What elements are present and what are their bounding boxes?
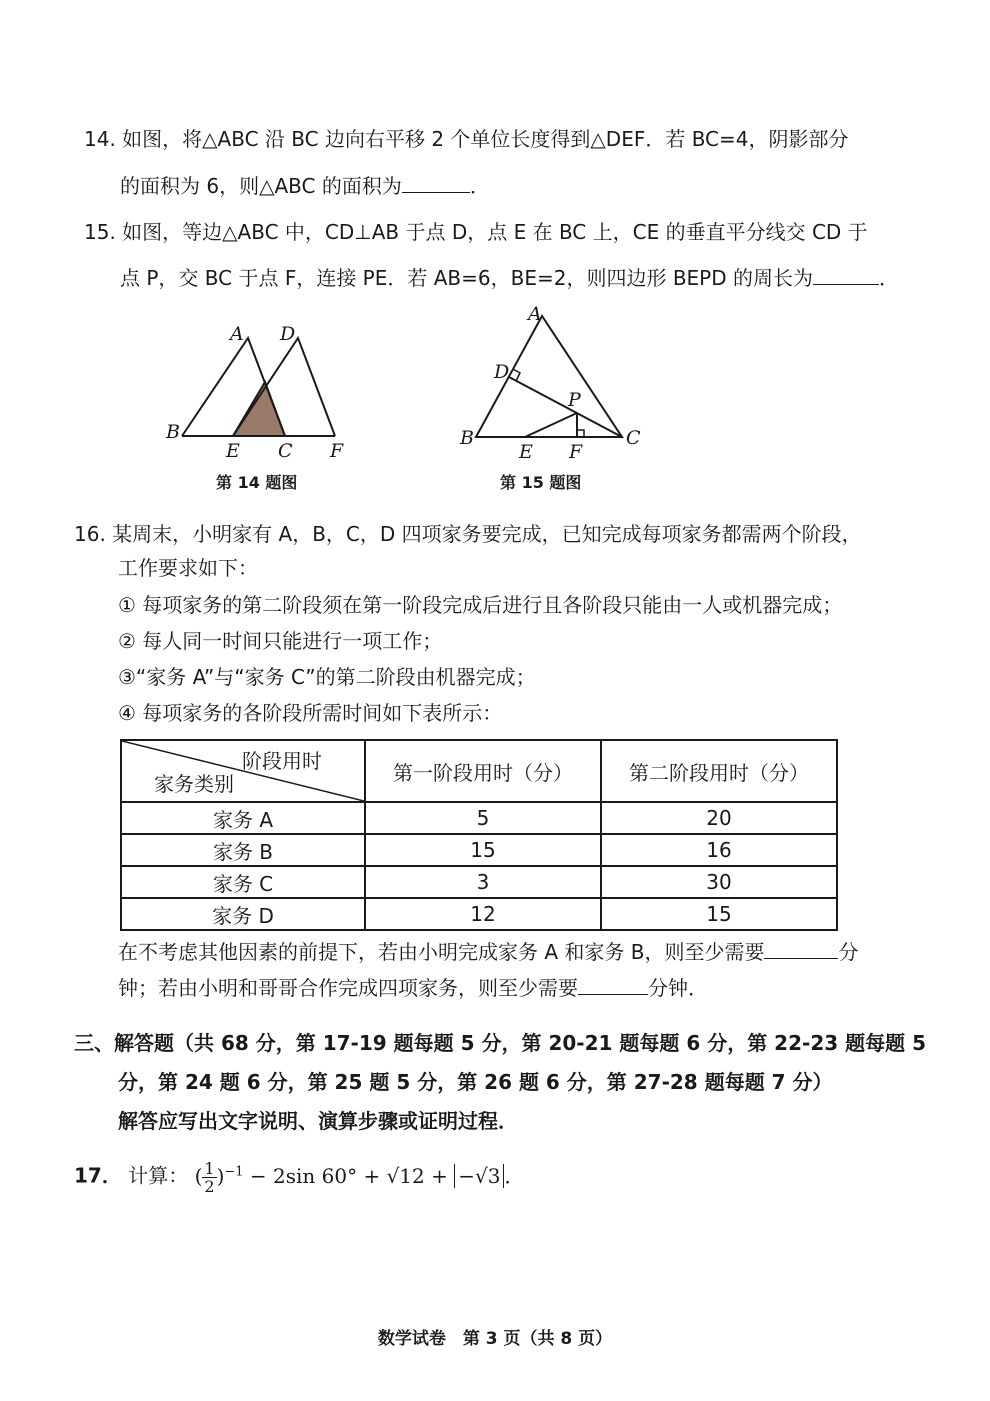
q14-line2 (120, 174, 490, 198)
q16-rule-4: ④ 每项家务的各阶段所需时间如下表所示： (118, 701, 503, 725)
q16-after-text-1: 在不考虑其他因素的前提下，若由小明完成家务 A 和家务 B，则至少需要 (118, 940, 765, 964)
right-angle-f (577, 430, 584, 437)
label-a: A (528, 303, 542, 325)
q16-number: 16. (74, 522, 106, 546)
q16-answer-blank-1 (764, 940, 838, 959)
q16-text-2: 工作要求如下： (118, 556, 258, 580)
row-second: 20 (601, 802, 837, 834)
page-footer: 数学试卷 第 3 页（共 8 页） (377, 1329, 613, 1349)
row-first: 12 (365, 898, 601, 930)
col-header-second-stage: 第二阶段用时（分） (601, 740, 837, 802)
q17-line (74, 1152, 524, 1196)
table-row (121, 866, 837, 898)
q16-rule-2: ② 每人同一时间只能进行一项工作； (118, 629, 443, 653)
table-row (121, 834, 837, 866)
row-first: 15 (365, 834, 601, 866)
task-time-table (120, 739, 838, 931)
figure-14-caption: 第 14 题图 (216, 473, 298, 492)
row-name: 家务 C (121, 866, 365, 898)
row-second: 15 (601, 898, 837, 930)
label-f: F (330, 440, 344, 460)
corner-bottom-label: 家务类别 (154, 772, 234, 796)
shaded-region (233, 382, 285, 436)
figure-15 (456, 302, 656, 464)
table-row (121, 802, 837, 834)
q14-number: 14. (84, 127, 116, 151)
q14-line1 (84, 127, 849, 151)
row-first: 5 (365, 802, 601, 834)
q17-exponent: −1 (224, 1164, 244, 1179)
q17-label: 计算： (128, 1163, 189, 1188)
q17-end: ． (504, 1163, 525, 1188)
q17-abs (454, 1164, 504, 1188)
q17-fraction-denominator: 2 (204, 1176, 215, 1196)
label-a: A (230, 323, 244, 345)
q17-expression: ( $\frac{1}{2}$ )$^{-1}$ − 2sin 60° + √12 + −√3 ． (194, 1158, 525, 1196)
q16-after-text-2-end: 分钟． (648, 976, 708, 1000)
label-e: E (226, 440, 240, 460)
q16-line1 (74, 522, 862, 546)
label-b: B (460, 427, 474, 449)
q17-number: 17． (74, 1163, 122, 1188)
q17-fraction-numerator: 1 (204, 1158, 215, 1178)
q17-fraction (202, 1160, 216, 1195)
table-header-row (121, 740, 837, 802)
row-second: 30 (601, 866, 837, 898)
q15-answer-blank (813, 266, 879, 285)
label-f: F (569, 441, 583, 463)
segment-pe (525, 413, 577, 437)
q16-after-text-2: 钟；若由小明和哥哥合作完成四项家务，则至少需要 (118, 976, 578, 1000)
label-b: B (166, 421, 180, 443)
table-corner-cell (121, 740, 365, 802)
q16-after-line2 (118, 976, 708, 1000)
figure-15-caption: 第 15 题图 (500, 473, 582, 492)
q14-answer-blank (402, 174, 470, 193)
table-row (121, 898, 837, 930)
q15-line1 (84, 220, 868, 244)
q15-text-1: 如图，等边△ABC 中，CD⊥AB 于点 D，点 E 在 BC 上，CE 的垂直平分线交 CD 于 (122, 220, 868, 244)
label-p: P (568, 389, 581, 411)
q14-text-2: 的面积为 6，则△ABC 的面积为 (120, 174, 402, 198)
q15-text-2-end: ． (879, 266, 899, 290)
label-c: C (278, 440, 293, 460)
q16-after-text-1-end: 分 (838, 940, 859, 964)
corner-top-label: 阶段用时 (242, 749, 322, 773)
label-d: D (494, 361, 510, 383)
q17-middle-terms: − 2sin 60° + √12 + (243, 1163, 455, 1188)
segment-cd (509, 377, 622, 437)
row-second: 16 (601, 834, 837, 866)
row-name: 家务 B (121, 834, 365, 866)
q16-after-line1 (118, 940, 858, 964)
label-c: C (626, 427, 641, 449)
label-e: E (519, 441, 533, 463)
q17-abs-inner: −√3 (458, 1163, 501, 1188)
section3-heading-line1: 三、解答题（共 68 分，第 17-19 题每题 5 分，第 20-21 题每题 6 分，第 22-23 题每题 5 (74, 1031, 926, 1055)
q16-rule-3: ③“家务 A”与“家务 C”的第二阶段由机器完成； (118, 665, 536, 689)
row-name: 家务 D (121, 898, 365, 930)
col-header-first-stage: 第一阶段用时（分） (365, 740, 601, 802)
q16-answer-blank-2 (578, 976, 648, 995)
q14-text-2-end: ． (469, 174, 490, 198)
q15-number: 15. (84, 220, 116, 244)
row-first: 3 (365, 866, 601, 898)
section3-instruction: 解答应写出文字说明、演算步骤或证明过程． (118, 1109, 518, 1133)
q16-text-1: 某周末，小明家有 A，B，C，D 四项家务要完成，已知完成每项家务都需两个阶段， (112, 522, 862, 546)
q15-line2 (120, 266, 899, 290)
label-d: D (280, 323, 296, 345)
q16-rule-1: ① 每项家务的第二阶段须在第一阶段完成后进行且各阶段只能由一人或机器完成； (118, 593, 843, 617)
row-name: 家务 A (121, 802, 365, 834)
q14-text-1: 如图，将△ABC 沿 BC 边向右平移 2 个单位长度得到△DEF．若 BC=4，阴影部分 (122, 127, 849, 151)
section3-heading-line2: 分，第 24 题 6 分，第 25 题 5 分，第 26 题 6 分，第 27-28 题每题 7 分） (118, 1070, 833, 1094)
q15-text-2: 点 P，交 BC 于点 F，连接 PE．若 AB=6，BE=2，则四边形 BEPD 的周长为 (120, 266, 813, 290)
figure-14 (160, 318, 360, 460)
